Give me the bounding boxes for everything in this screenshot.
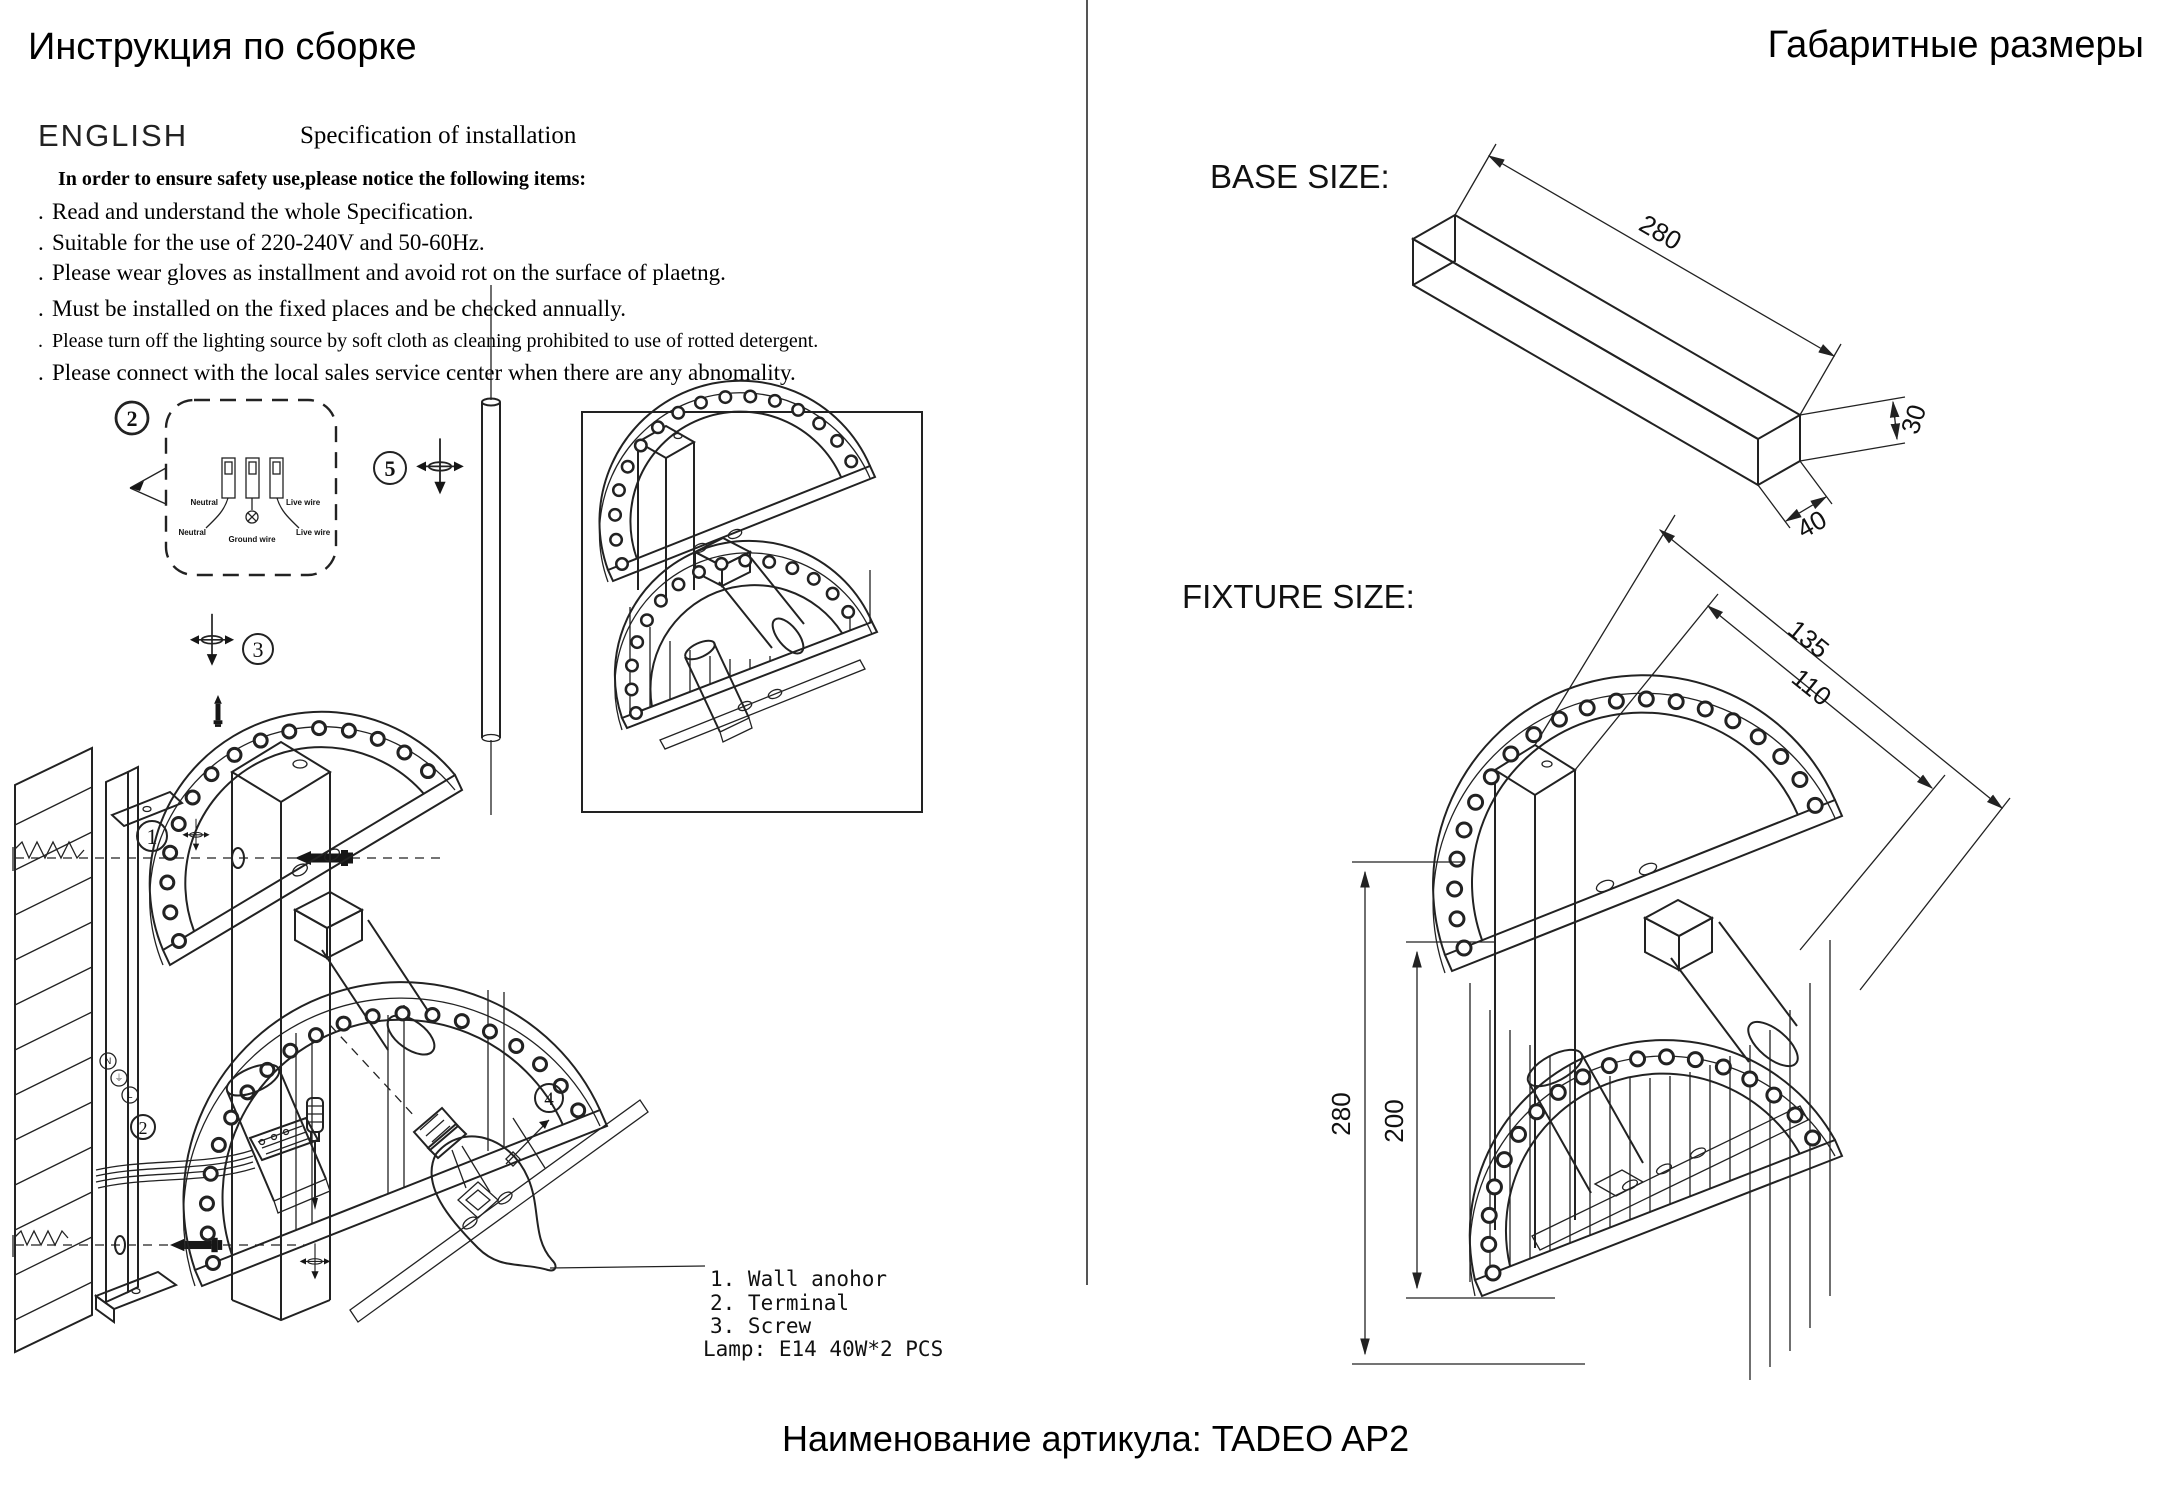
base-size-label: BASE SIZE: <box>1210 158 1390 195</box>
step-marker-1: 1 <box>146 824 158 849</box>
language-heading: ENGLISH <box>38 118 189 153</box>
inset-post <box>638 426 694 600</box>
svg-text:30: 30 <box>1894 400 1933 438</box>
terminal-letter-ground: ⏚ <box>114 1073 124 1083</box>
safety-item-4: . Must be installed on the fixed places and be checked annually. <box>38 296 626 321</box>
dimensions-diagram <box>1100 80 2174 1410</box>
step-marker-4: 4 <box>544 1089 554 1110</box>
safety-intro: In order to ensure safety use,please notice the following items: <box>58 168 587 190</box>
dim-fixture-cage-height <box>1379 942 1555 1298</box>
wire-label-live-2: Live wire <box>296 528 331 537</box>
article-name: Наименование артикула: TADEO AP2 <box>782 1418 1410 1459</box>
part-item-3: 3. Screw <box>710 1314 812 1338</box>
wall-section <box>15 748 92 1352</box>
fixture-post <box>1495 745 1575 1248</box>
base-drawing <box>1413 144 1932 544</box>
step-3-group <box>190 614 273 727</box>
dim-base-depth <box>1758 461 1832 544</box>
fixture-drawing <box>1326 515 2010 1380</box>
safety-item-3: . Please wear gloves as installment and avoid rot on the surface of plaetng. <box>38 260 726 285</box>
svg-text:40: 40 <box>1791 503 1832 545</box>
step-5-group <box>374 438 464 494</box>
fixture-rods <box>1470 940 1830 1380</box>
dim-fixture-inner-width <box>1575 594 1945 950</box>
dim-fixture-width <box>1535 515 2010 990</box>
panel-divider <box>1086 0 1088 1285</box>
inset-bottom-ring <box>615 541 877 749</box>
candle-bulb <box>330 1025 705 1270</box>
safety-item-6: . Please connect with the local sales service center when there are any abnomality. <box>38 360 796 385</box>
page-title-right: Габаритные размеры <box>1767 24 2144 66</box>
step-marker-5: 5 <box>384 456 396 481</box>
inset-assembled-view <box>582 381 922 812</box>
fixture-bottom-ring <box>1470 1040 1842 1296</box>
fixture-holder-top <box>1645 900 1805 1074</box>
bottom-ring-plate <box>183 982 648 1322</box>
part-item-1: 1. Wall anohor <box>710 1267 888 1291</box>
safety-item-2: . Suitable for the use of 220-240V and 50-60Hz. <box>38 230 485 255</box>
crossed-screwdriver-icon <box>506 1118 549 1168</box>
anchor-screw-row-1 <box>13 819 445 871</box>
terminal-letter-l: L <box>127 1090 133 1100</box>
step-marker-3: 3 <box>252 637 264 662</box>
assembly-diagram <box>0 270 950 1410</box>
callout-marker-2: 2 <box>126 406 138 431</box>
step-marker-2: 2 <box>138 1118 148 1138</box>
wire-label-neutral-2: Neutral <box>178 528 206 537</box>
fixture-size-label: FIXTURE SIZE: <box>1182 578 1415 615</box>
terminal-block-icon <box>206 458 299 528</box>
inset-top-ring <box>599 381 875 582</box>
parts-list <box>703 1267 943 1361</box>
wire-label-ground: Ground wire <box>228 535 276 544</box>
svg-text:110: 110 <box>1786 662 1838 712</box>
long-rod <box>482 285 500 815</box>
page-title-left: Инструкция по сборке <box>28 26 417 68</box>
terminal-letter-n: N <box>104 1056 112 1066</box>
lamp-spec: Lamp: E14 40W*2 PCS <box>703 1337 944 1361</box>
spec-subheading: Specification of installation <box>300 122 577 149</box>
svg-text:135: 135 <box>1782 613 1835 665</box>
dim-base-height <box>1800 397 1932 461</box>
svg-text:280: 280 <box>1634 208 1687 257</box>
part-item-2: 2. Terminal <box>710 1291 850 1315</box>
svg-text:280: 280 <box>1326 1092 1356 1136</box>
wire-label-live-1: Live wire <box>286 498 321 507</box>
safety-item-5: . Please turn off the lighting source by soft cloth as cleaning prohibited to use of rotted detergent. <box>38 330 819 352</box>
svg-text:200: 200 <box>1379 1099 1409 1143</box>
safety-item-1: . Read and understand the whole Specification. <box>38 199 474 224</box>
wiring-callout <box>116 400 336 575</box>
wire-label-neutral-1: Neutral <box>190 498 218 507</box>
top-ring-plate <box>150 712 462 1062</box>
